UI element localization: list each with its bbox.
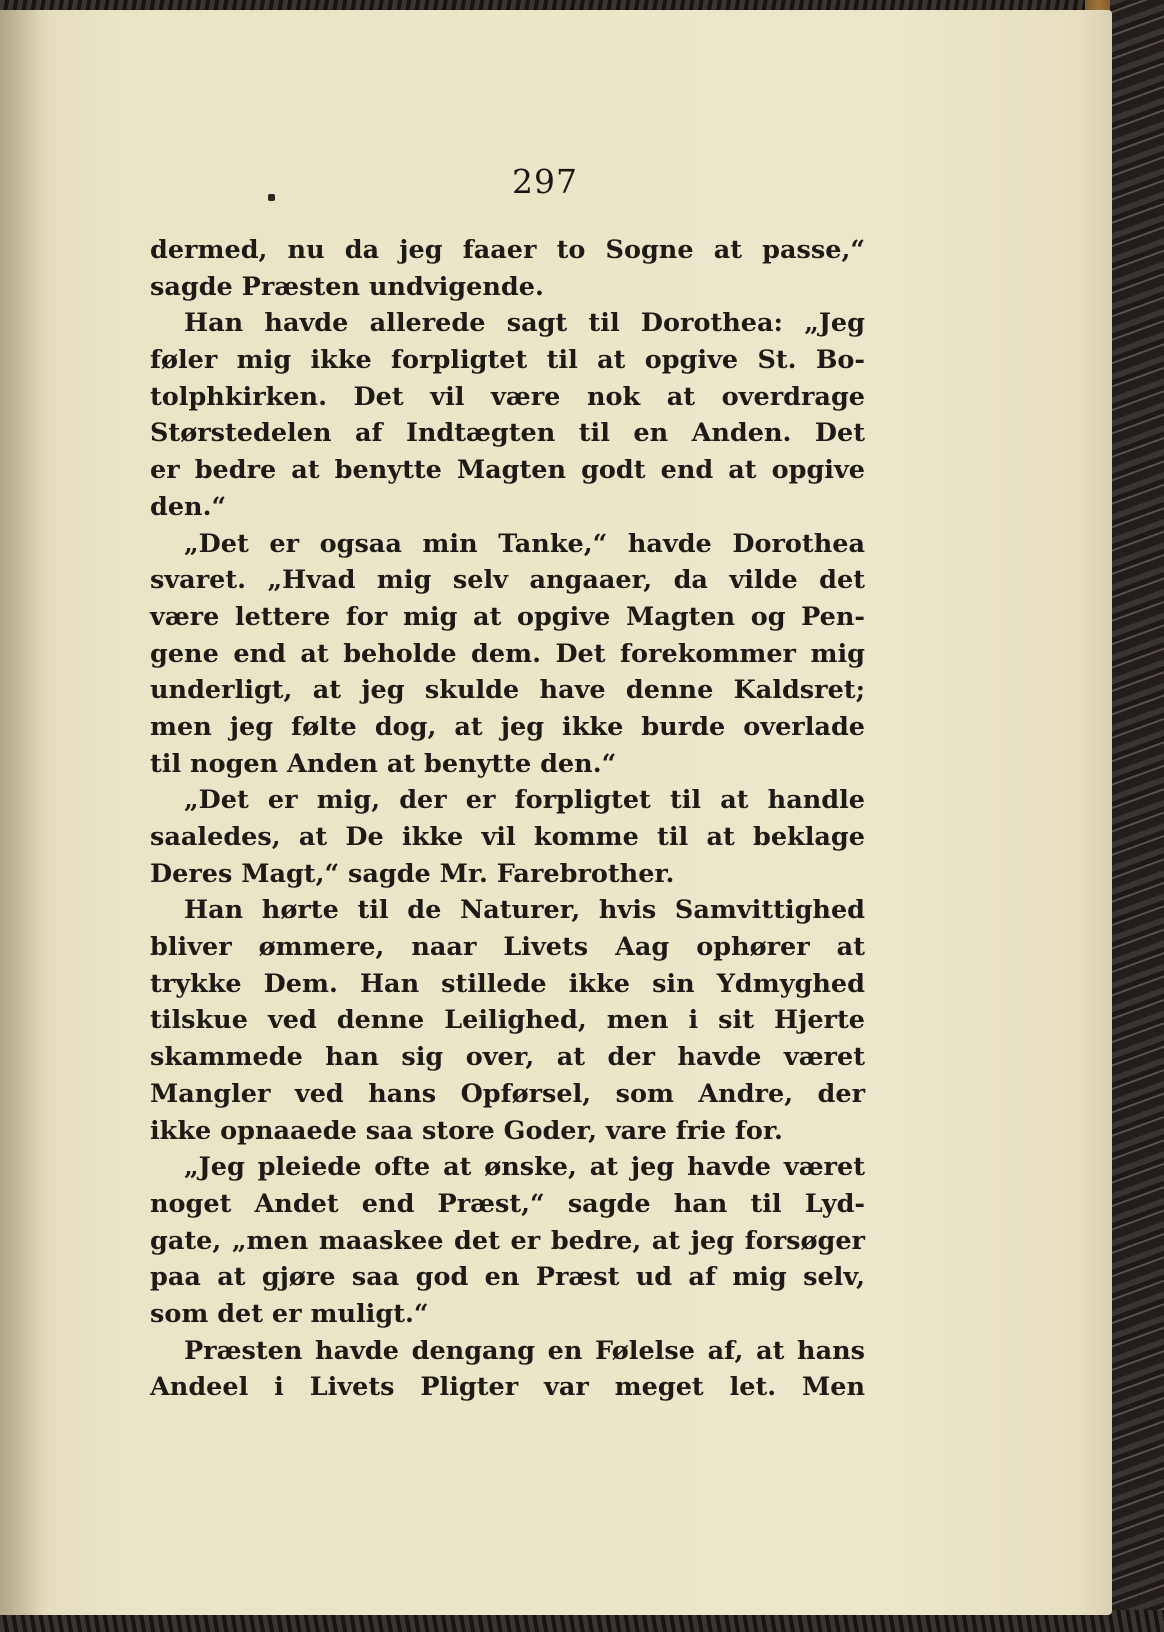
text-line: gate, „men maaskee det er bedre, at jeg forsøger: [150, 1225, 865, 1256]
text-line: skammede han sig over, at der havde været: [150, 1042, 865, 1073]
marbled-cover-edge: [1110, 0, 1164, 1632]
body-text: [150, 232, 865, 1406]
book-page: [0, 10, 1112, 1615]
text-line: gene end at beholde dem. Det forekommer mig: [150, 638, 865, 669]
text-line: dermed, nu da jeg faaer to Sogne at passe,“: [150, 235, 865, 265]
text-line: trykke Dem. Han stillede ikke sin Ydmyghed: [150, 968, 865, 999]
text-line: „Det er mig, der er forpligtet til at handle: [184, 785, 865, 816]
text-line: „Det er ogsaa min Tanke,“ havde Dorothea: [184, 528, 865, 559]
page-number: 297: [512, 162, 578, 201]
text-line: bliver ømmere, naar Livets Aag ophører at: [150, 932, 865, 963]
text-line: paa at gjøre saa god en Præst ud af mig selv,: [150, 1262, 865, 1293]
text-line: sagde Præsten undvigende.: [150, 271, 544, 302]
text-line: som det er muligt.“: [150, 1298, 429, 1329]
text-line: Han hørte til de Naturer, hvis Samvittighed: [184, 895, 865, 926]
text-line: „Jeg pleiede ofte at ønske, at jeg havde været: [184, 1152, 865, 1183]
text-line: Præsten havde dengang en Følelse af, at hans: [184, 1335, 865, 1366]
text-line: saaledes, at De ikke vil komme til at beklage: [150, 822, 865, 852]
text-line: Han havde allerede sagt til Dorothea: „Jeg: [184, 308, 865, 339]
text-line: svaret. „Hvad mig selv angaaer, da vilde det: [150, 565, 865, 596]
text-line: føler mig ikke forpligtet til at opgive St. Bo-: [150, 345, 865, 376]
text-line: noget Andet end Præst,“ sagde han til Lyd-: [150, 1188, 865, 1219]
text-line: Andeel i Livets Pligter var meget let. Men: [150, 1372, 865, 1403]
gutter-shadow: [0, 10, 48, 1615]
text-line: være lettere for mig at opgive Magten og Pen-: [150, 601, 865, 632]
text-line: er bedre at benytte Magten godt end at opgive: [150, 455, 865, 486]
text-line: den.“: [150, 491, 227, 522]
text-line: Mangler ved hans Opførsel, som Andre, der: [150, 1078, 865, 1109]
margin-mark: [268, 194, 275, 201]
text-line: underligt, at jeg skulde have denne Kaldsret;: [150, 675, 865, 706]
text-line: ikke opnaaede saa store Goder, vare frie for.: [150, 1115, 783, 1146]
text-line: tilskue ved denne Leilighed, men i sit Hjerte: [150, 1005, 865, 1036]
text-line: men jeg følte dog, at jeg ikke burde overlade: [150, 711, 865, 742]
text-line: tolphkirken. Det vil være nok at overdrage: [150, 381, 865, 412]
text-line: til nogen Anden at benytte den.“: [150, 748, 617, 779]
text-line: Deres Magt,“ sagde Mr. Farebrother.: [150, 858, 675, 889]
text-line: Størstedelen af Indtægten til en Anden. Det: [150, 418, 865, 449]
